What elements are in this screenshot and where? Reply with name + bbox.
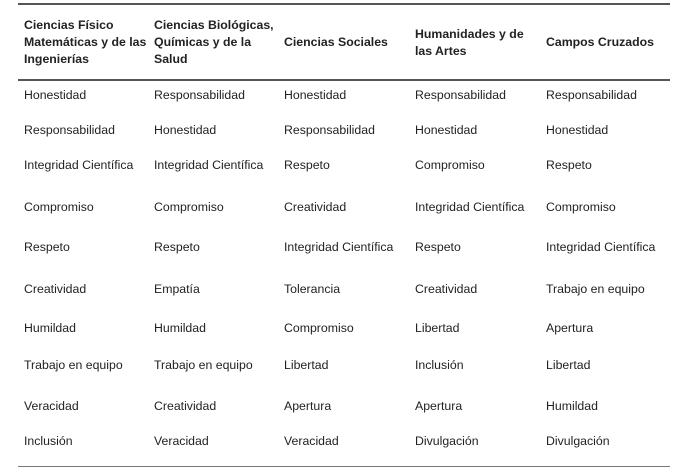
values-table — [18, 6, 670, 460]
table-cell: Humildad — [154, 321, 206, 335]
table-bottom-rule — [18, 466, 670, 467]
table-cell: Compromiso — [546, 200, 616, 214]
header-row — [18, 6, 670, 79]
table-cell: Integridad Científica — [24, 158, 134, 172]
table-cell: Inclusión — [24, 434, 73, 448]
table-cell: Responsabilidad — [284, 123, 375, 137]
table-cell: Honestidad — [415, 123, 478, 137]
table-cell: Divulgación — [546, 434, 610, 448]
table-row — [18, 349, 670, 390]
table-cell: Honestidad — [284, 88, 347, 102]
table-cell: Creatividad — [284, 200, 347, 214]
table-cell: Respeto — [24, 240, 70, 254]
table-cell: Creatividad — [24, 282, 87, 296]
table-cell: Integridad Científica — [415, 200, 525, 214]
table-cell: Libertad — [284, 358, 329, 372]
table-row — [18, 114, 670, 149]
table-cell: Honestidad — [24, 88, 87, 102]
table-cell: Inclusión — [415, 358, 464, 372]
table-row — [18, 79, 670, 114]
table-cell: Libertad — [415, 321, 460, 335]
table-row — [18, 191, 670, 231]
table-cell: Compromiso — [415, 158, 485, 172]
column-header: Humanidades y de las Artes — [415, 26, 524, 58]
table-cell: Tolerancia — [284, 282, 341, 296]
table-cell: Integridad Científica — [154, 158, 264, 172]
table-cell: Responsabilidad — [546, 88, 637, 102]
table-cell: Honestidad — [546, 123, 609, 137]
table-cell: Veracidad — [284, 434, 339, 448]
table-cell: Responsabilidad — [415, 88, 506, 102]
table-cell: Integridad Científica — [284, 240, 394, 254]
table-cell: Responsabilidad — [154, 88, 245, 102]
table-cell: Compromiso — [284, 321, 354, 335]
column-header: Ciencias Físico Matemáticas y de las Ingenierías — [24, 18, 147, 66]
table-cell: Apertura — [415, 399, 463, 413]
table-cell: Empatía — [154, 282, 200, 296]
table-cell: Divulgación — [415, 434, 479, 448]
table-cell: Veracidad — [154, 434, 209, 448]
table-cell: Respeto — [546, 158, 592, 172]
table-cell: Respeto — [284, 158, 330, 172]
table-row — [18, 149, 670, 191]
table-cell: Integridad Científica — [546, 240, 656, 254]
table-cell: Apertura — [546, 321, 594, 335]
table-top-rule — [18, 3, 670, 5]
table-cell: Humildad — [24, 321, 76, 335]
table-cell: Responsabilidad — [24, 123, 115, 137]
table-cell: Trabajo en equipo — [546, 282, 645, 296]
column-header: Campos Cruzados — [546, 35, 654, 49]
table-row — [18, 273, 670, 312]
table-cell: Creatividad — [415, 282, 478, 296]
table-row — [18, 390, 670, 425]
table-cell: Veracidad — [24, 399, 79, 413]
table-cell: Honestidad — [154, 123, 217, 137]
table-row — [18, 312, 670, 349]
table-cell: Respeto — [154, 240, 200, 254]
table-cell: Libertad — [546, 358, 591, 372]
table-cell: Trabajo en equipo — [24, 358, 123, 372]
column-header: Ciencias Biológicas, Químicas y de la Salud — [154, 18, 274, 66]
table-cell: Compromiso — [24, 200, 94, 214]
column-header: Ciencias Sociales — [284, 35, 388, 49]
table-cell: Compromiso — [154, 200, 224, 214]
table-cell: Creatividad — [154, 399, 217, 413]
table-cell: Humildad — [546, 399, 598, 413]
table-row — [18, 425, 670, 460]
table-cell: Trabajo en equipo — [154, 358, 253, 372]
table-cell: Respeto — [415, 240, 461, 254]
table-row — [18, 231, 670, 273]
table-cell: Apertura — [284, 399, 332, 413]
